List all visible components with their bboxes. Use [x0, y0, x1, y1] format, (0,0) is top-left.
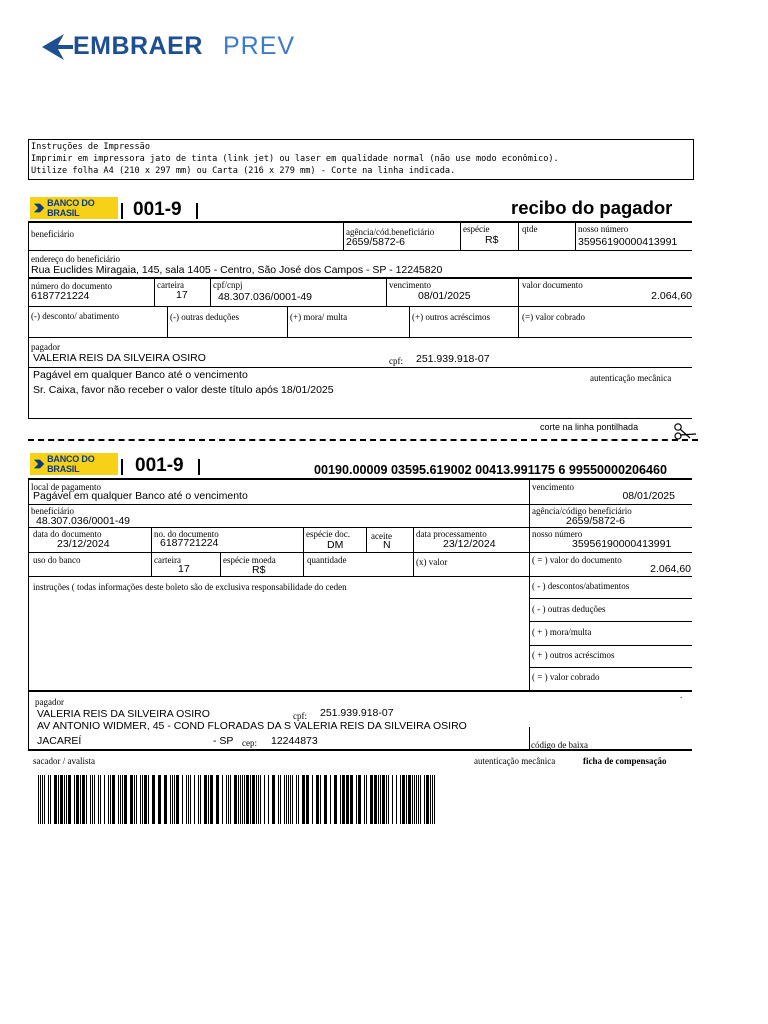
slip-mora-label: ( + ) mora/multa [532, 627, 592, 637]
barcode [38, 775, 436, 824]
slip-pagador-cidade: JACAREÍ [37, 735, 82, 747]
slip-especie-doc-value: DM [327, 539, 344, 551]
slip-beneficiario-label: beneficiário [31, 506, 74, 516]
slip-quantidade-label: quantidade [307, 555, 347, 565]
slip-pagador-cpf-label: cpf: [293, 711, 307, 721]
slip-vencimento-label: vencimento [532, 482, 574, 492]
receipt-title: recibo do pagador [511, 197, 673, 218]
slip-x-valor-label: (x) valor [416, 557, 448, 567]
slip-carteira-label: carteira [154, 555, 181, 565]
logo-text-prev: PREV [223, 32, 296, 60]
slip-especie-moeda-label: espécie moeda [223, 555, 276, 565]
slip-aceite-value: N [383, 539, 391, 551]
receipt-outros-acrescimos-label: (+) outros acréscimos [412, 312, 491, 322]
slip-valor-documento-label: ( = ) valor do documento [532, 555, 622, 565]
receipt-numero-documento-value: 6187721224 [31, 290, 90, 302]
receipt-nosso-numero-value: 35956190000413991 [578, 236, 678, 248]
receipt-agencia-value: 2659/5872-6 [346, 236, 405, 248]
receipt-message-1: Pagável em qualquer Banco até o vencimento [33, 369, 248, 381]
slip-descontos-label: ( - ) descontos/abatimentos [532, 581, 630, 591]
slip-no-documento-label: no. do documento [154, 529, 219, 539]
slip-instrucoes-label: instruções ( todas informações deste boleto são de exclusiva responsabilidade do ceden [33, 582, 347, 592]
receipt-especie-value: R$ [485, 234, 499, 246]
receipt-pagador-cpf-value: 251.939.918-07 [416, 353, 490, 365]
slip-agencia-label: agência/código beneficiário [532, 506, 632, 516]
slip-pagador-uf: - SP [213, 735, 234, 747]
receipt-carteira-label: carteira [157, 280, 184, 290]
receipt-cpf-cnpj-label: cpf/cnpj [213, 280, 243, 290]
slip-nosso-numero-label: nosso número [532, 529, 583, 539]
receipt-valor-cobrado-label: (=) valor cobrado [522, 312, 586, 322]
slip-agencia-value: 2659/5872-6 [566, 515, 625, 527]
receipt-vencimento-label: vencimento [389, 280, 431, 290]
slip-uso-banco-label: uso do banco [33, 555, 81, 565]
embraer-prev-logo [40, 30, 310, 64]
slip-data-processamento-value: 23/12/2024 [443, 538, 496, 550]
slip-local-pagamento-label: local de pagamento [31, 482, 101, 492]
receipt-beneficiario-label: beneficiário [31, 229, 74, 239]
bb-symbol-icon [33, 202, 45, 214]
digitable-line: 00190.00009 03595.619002 00413.991175 6 99550000206460 [314, 463, 667, 477]
cut-line [28, 439, 698, 441]
receipt-qtde-label: qtde [522, 224, 538, 234]
receipt-agencia-label: agência/cód.beneficiário [346, 227, 435, 237]
slip-no-documento-value: 6187721224 [160, 537, 219, 549]
slip-local-pagamento-value: Pagável em qualquer Banco até o vencimento [33, 490, 248, 502]
receipt-outras-deducoes-label: (-) outras deduções [170, 312, 239, 322]
receipt-valor-documento-value: 2.064,60 [651, 290, 692, 302]
slip-pagador-endereco: AV ANTONIO WIDMER, 45 - COND FLORADAS DA S VALERIA REIS DA SILVEIRA OSIRO [37, 720, 467, 732]
slip-nosso-numero-value: 35956190000413991 [572, 538, 672, 550]
cut-line-label: corte na linha pontilhada [540, 422, 639, 432]
receipt-vencimento-value: 08/01/2025 [418, 290, 471, 302]
slip-carteira-value: 17 [178, 563, 190, 575]
slip-codigo-baixa-label: código de baixa [531, 740, 588, 750]
receipt-carteira-value: 17 [176, 289, 188, 301]
receipt-pagador-nome: VALERIA REIS DA SILVEIRA OSIRO [33, 352, 206, 364]
bank-logo-text: BANCO DO BRASIL [47, 198, 95, 218]
slip-autenticacao-label: autenticação mecânica [474, 756, 556, 766]
receipt-desconto-label: (-) desconto/ abatimento [31, 311, 119, 321]
instructions-title: Instruções de Impressão [31, 142, 150, 152]
slip-data-documento-value: 23/12/2024 [57, 538, 110, 550]
receipt-cpf-cnpj-value: 48.307.036/0001-49 [218, 291, 313, 303]
bank-logo-slip [30, 453, 118, 475]
bank-logo [30, 197, 118, 219]
slip-especie-moeda-value: R$ [252, 564, 266, 576]
receipt-pagador-label: pagador [31, 342, 60, 352]
bank-code-slip: 001-9 [135, 455, 184, 476]
slip-pagador-cpf-value: 251.939.918-07 [320, 707, 394, 719]
instructions-line-1: Imprimir em impressora jato de tinta (link jet) ou laser em qualidade normal (não use modo econômico). [31, 154, 559, 164]
slip-pagador-nome: VALERIA REIS DA SILVEIRA OSIRO [37, 708, 210, 720]
bank-logo-text: BANCO DO BRASIL [47, 454, 95, 474]
receipt-mora-label: (+) mora/ multa [290, 312, 348, 322]
slip-aceite-label: aceite [371, 531, 392, 541]
receipt-pagador-cpf-label: cpf: [389, 356, 403, 366]
bb-symbol-icon [33, 458, 45, 470]
slip-outros-acrescimos-label: ( + ) outros acréscimos [532, 650, 615, 660]
slip-data-documento-label: data do documento [33, 529, 102, 539]
slip-ficha-label: ficha de compensação [583, 756, 667, 766]
bank-code: 001-9 [133, 199, 182, 220]
slip-pagador-cep-value: 12244873 [271, 735, 318, 747]
slip-sacador-label: sacador / avalista [33, 756, 95, 766]
slip-valor-cobrado-label: ( = ) valor cobrado [532, 672, 600, 682]
print-instructions-box [28, 139, 694, 180]
receipt-autenticacao-label: autenticação mecânica [590, 373, 672, 383]
receipt-message-2: Sr. Caixa, favor não receber o valor deste título após 18/01/2025 [33, 384, 334, 396]
slip-pagador-label: pagador [35, 697, 64, 707]
slip-valor-documento-value: 2.064,60 [650, 563, 691, 575]
receipt-especie-label: espécie [463, 224, 490, 234]
slip-pagador-cep-label: cep: [242, 738, 257, 748]
slip-especie-doc-label: espécie doc. [306, 529, 350, 539]
slip-beneficiario-value: 48.307.036/0001-49 [36, 515, 131, 527]
receipt-endereco-label: endereço do beneficiário [31, 254, 120, 264]
receipt-valor-documento-label: valor documento [522, 280, 583, 290]
logo-text-embraer: EMBRAER [73, 32, 203, 60]
embraer-arrow-icon [40, 32, 74, 62]
slip-data-processamento-label: data processamento [416, 529, 487, 539]
slip-vencimento-value: 08/01/2025 [622, 490, 675, 502]
receipt-numero-documento-label: número do documento [31, 281, 112, 291]
instructions-line-2: Utilize folha A4 (210 x 297 mm) ou Carta (216 x 279 mm) - Corte na linha indicada. [31, 166, 456, 176]
slip-outras-deducoes-label: ( - ) outras deduções [532, 604, 606, 614]
receipt-nosso-numero-label: nosso número [578, 224, 629, 234]
slip-dot-mark: . [680, 690, 683, 700]
receipt-endereco-value: Rua Euclides Miragaia, 145, sala 1405 - Centro, São José dos Campos - SP - 12245820 [31, 264, 443, 276]
